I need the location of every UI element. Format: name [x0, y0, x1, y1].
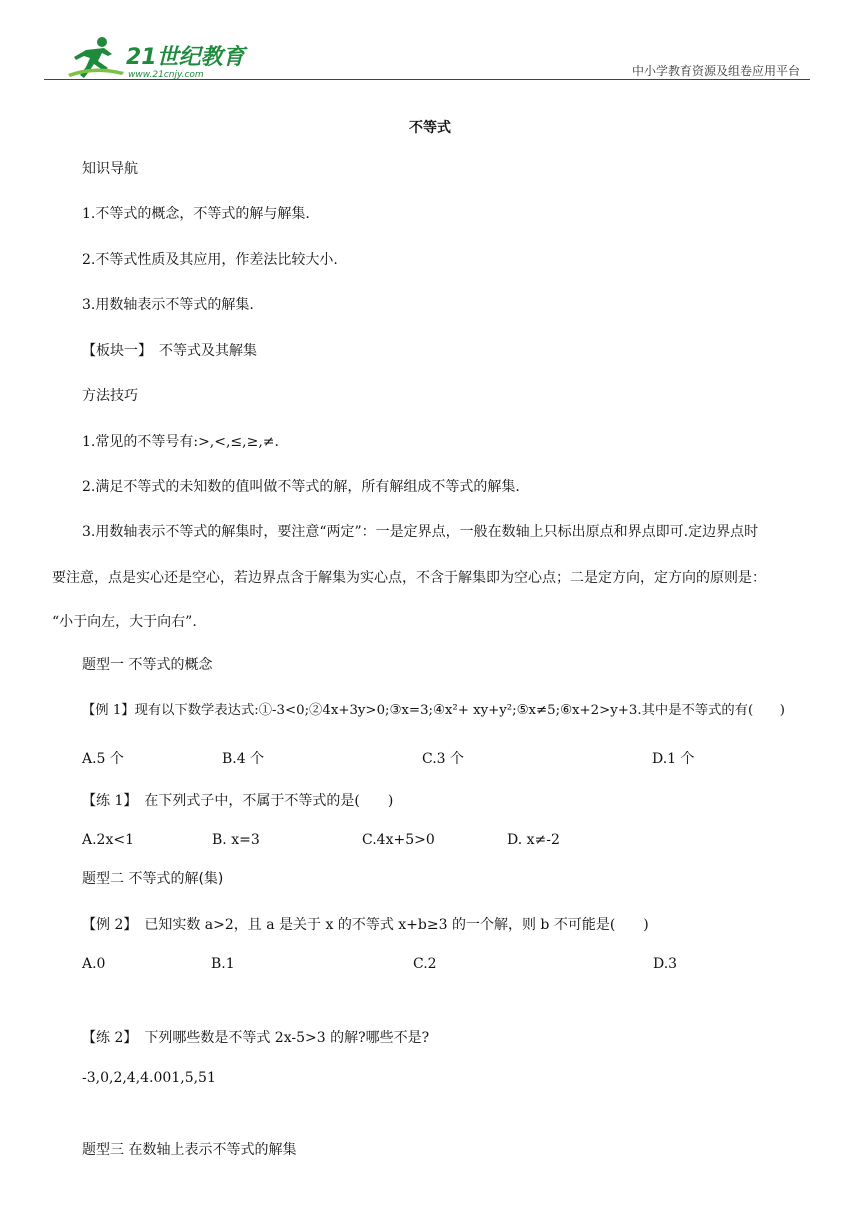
section-heading-nav: 知识导航	[82, 161, 138, 177]
section-heading-method: 方法技巧	[82, 388, 138, 404]
svg-text:21世纪教育: 21世纪教育	[126, 45, 245, 70]
page-title: 不等式	[409, 120, 451, 136]
method-item-3-line3: “小于向左，大于向右”.	[52, 614, 197, 630]
practice-2: 【练 2】 下列哪些数是不等式 2x-5>3 的解?哪些不是?	[82, 1030, 430, 1046]
method-item-1: 1.常见的不等号有:>,<,≤,≥,≠.	[82, 434, 279, 450]
example-1-option-b: B.4 个	[222, 751, 265, 767]
nav-item-1: 1.不等式的概念，不等式的解与解集.	[82, 206, 310, 222]
nav-item-2: 2.不等式性质及其应用，作差法比较大小.	[82, 252, 338, 268]
header-divider	[44, 79, 810, 80]
type-heading-1: 题型一 不等式的概念	[82, 657, 213, 673]
example-1-option-d: D.1 个	[652, 751, 695, 767]
example-1: 【例 1】现有以下数学表达式:①-3<0;②4x+3y>0;③x=3;④x²+ xy+y²;⑤x≠5;⑥x+2>y+3.其中是不等式的有( )	[82, 703, 785, 718]
example-1-option-c: C.3 个	[422, 751, 465, 767]
method-item-3-line1: 3.用数轴表示不等式的解集时，要注意“两定”：一是定界点，一般在数轴上只标出原点和界点即可.定边界点时	[82, 524, 759, 540]
practice-1-option-b: B. x=3	[212, 832, 260, 848]
practice-1-option-c: C.4x+5>0	[362, 832, 435, 848]
practice-1-option-a: A.2x<1	[82, 832, 135, 848]
example-2-option-d: D.3	[653, 956, 678, 972]
example-2-option-b: B.1	[211, 956, 235, 972]
example-2: 【例 2】 已知实数 a>2，且 a 是关于 x 的不等式 x+b≥3 的一个解，则 b 不可能是( )	[82, 917, 649, 933]
21cnjy-logo	[64, 34, 274, 80]
practice-1-option-d: D. x≠-2	[507, 832, 560, 848]
page-header	[44, 30, 810, 82]
svg-text:www.21cnjy.com: www.21cnjy.com	[128, 70, 204, 80]
method-item-3-line2: 要注意，点是实心还是空心，若边界点含于解集为实心点，不含于解集即为空心点；二是定方向，定方向的原则是：	[52, 570, 766, 586]
header-tagline: 中小学教育资源及组卷应用平台	[631, 64, 800, 78]
example-2-option-c: C.2	[413, 956, 437, 972]
example-2-option-a: A.0	[82, 956, 106, 972]
method-item-2: 2.满足不等式的未知数的值叫做不等式的解，所有解组成不等式的解集.	[82, 479, 520, 495]
nav-item-3: 3.用数轴表示不等式的解集.	[82, 297, 254, 313]
block-heading-1: 【板块一】 不等式及其解集	[82, 343, 257, 359]
type-heading-2: 题型二 不等式的解(集)	[82, 871, 224, 887]
practice-1: 【练 1】 在下列式子中，不属于不等式的是( )	[82, 793, 394, 809]
runner-icon	[68, 37, 124, 78]
practice-2-numbers: -3,0,2,4,4.001,5,51	[82, 1070, 216, 1086]
example-1-option-a: A.5 个	[82, 751, 124, 767]
type-heading-3: 题型三 在数轴上表示不等式的解集	[82, 1142, 297, 1158]
